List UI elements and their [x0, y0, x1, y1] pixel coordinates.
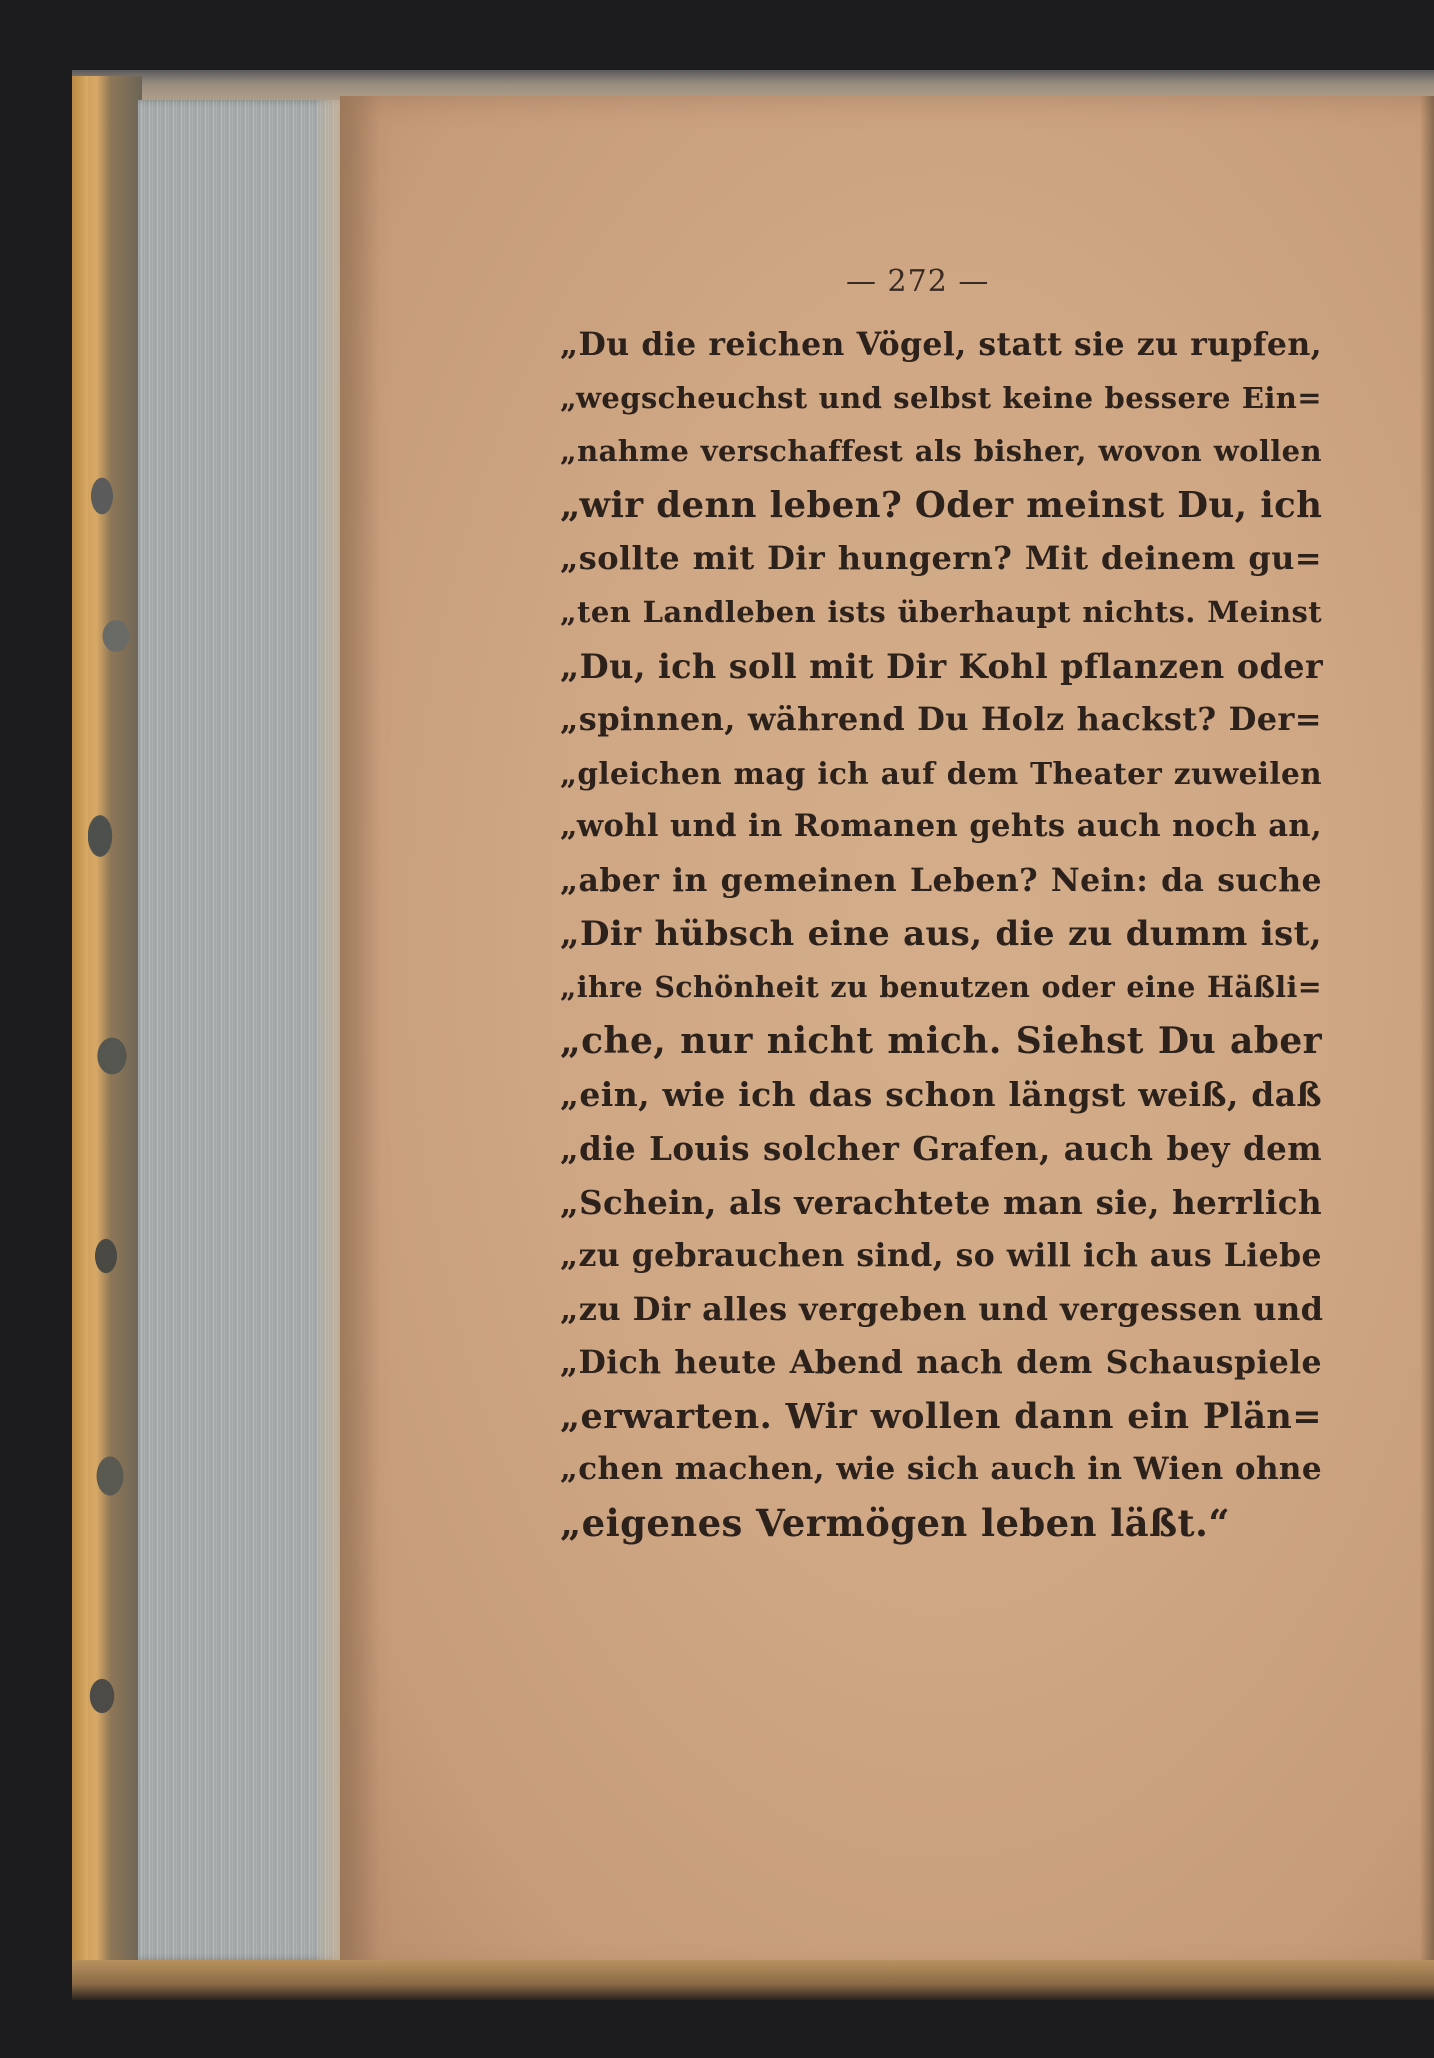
text-line: „ihre Schönheit zu benutzen oder eine Häßli= [560, 970, 1322, 1005]
text-line: „wegscheuchst und selbst keine bessere Ein= [560, 380, 1322, 415]
text-line: „Du, ich soll mit Dir Kohl pflanzen oder [560, 646, 1324, 686]
text-line: „Du die reichen Vögel, statt sie zu rupfen, [560, 326, 1322, 363]
text-line: „Dich heute Abend nach dem Schauspiele [560, 1344, 1322, 1382]
text-line: „chen machen, wie sich auch in Wien ohne [560, 1451, 1322, 1488]
text-line: „die Louis solcher Grafen, auch bey dem [560, 1128, 1322, 1168]
text-line: „aber in gemeinen Leben? Nein: da suche [560, 861, 1322, 899]
text-line: „zu Dir alles vergeben und vergessen und [560, 1289, 1324, 1328]
text-line: „Schein, als verachtete man sie, herrlich [560, 1182, 1322, 1222]
binding-bottom [72, 1960, 1434, 2000]
page-right-edge [1420, 96, 1434, 1976]
text-line: „wohl und in Romanen gehts auch noch an, [560, 808, 1322, 845]
page-edges [138, 100, 348, 1960]
text-line: „wir denn leben? Oder meinst Du, ich [560, 484, 1323, 526]
page-number-header: — 272 — [846, 264, 990, 299]
text-line: „nahme verschaffest als bisher, wovon wollen [560, 434, 1322, 469]
marbled-cover [72, 76, 142, 1976]
text-line: „che, nur nicht mich. Siehst Du aber [560, 1019, 1322, 1062]
text-line: „gleichen mag ich auf dem Theater zuweilen [560, 755, 1322, 791]
text-line: „ten Landleben ists überhaupt nichts. Meinst [560, 594, 1322, 629]
text-line: „sollte mit Dir hungern? Mit deinem gu= [560, 539, 1322, 578]
text-line: „Dir hübsch eine aus, die zu dumm ist, [560, 913, 1322, 954]
text-line: „zu gebrauchen sind, so will ich aus Liebe [560, 1237, 1322, 1275]
text-line: „eigenes Vermögen leben läßt.“ [560, 1501, 1230, 1546]
text-line: „ein, wie ich das schon längst weiß, daß [560, 1075, 1322, 1115]
text-line: „erwarten. Wir wollen dann ein Plän= [560, 1395, 1322, 1437]
page-text [560, 318, 1322, 1551]
text-line: „spinnen, während Du Holz hackst? Der= [560, 700, 1322, 739]
